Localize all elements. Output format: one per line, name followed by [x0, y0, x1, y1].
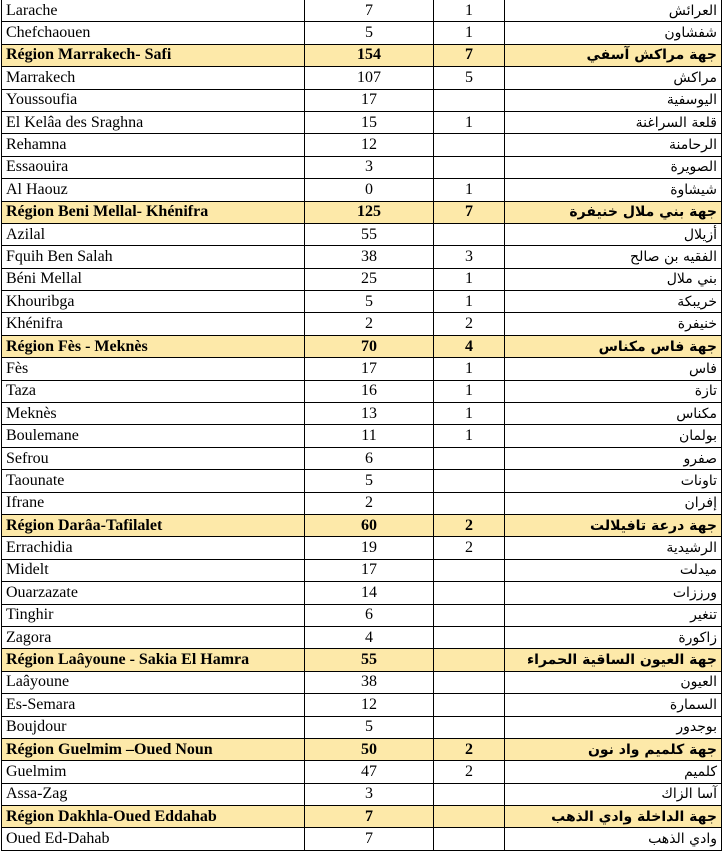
arabic-name-cell: جهة مراكش آسفي — [505, 44, 722, 66]
table-body — [2, 0, 722, 850]
name-cell: Azilal — [2, 223, 305, 245]
name-cell: Ouarzazate — [2, 582, 305, 604]
total-cell: 16 — [305, 380, 434, 402]
name-cell: Chefchaouen — [2, 22, 305, 44]
name-cell: Tinghir — [2, 604, 305, 626]
table-row — [2, 313, 722, 335]
count-cell: 2 — [434, 514, 505, 536]
arabic-name-cell: ميدلت — [505, 559, 722, 581]
table-row — [2, 716, 722, 738]
arabic-name-cell: جهة كلميم واد نون — [505, 738, 722, 760]
arabic-name-cell: أزيلال — [505, 223, 722, 245]
name-cell: Fquih Ben Salah — [2, 246, 305, 268]
total-cell: 125 — [305, 201, 434, 223]
arabic-name-cell: فاس — [505, 358, 722, 380]
arabic-name-cell: جهة فاس مكناس — [505, 335, 722, 357]
count-cell: 2 — [434, 537, 505, 559]
total-cell: 6 — [305, 604, 434, 626]
name-cell: Meknès — [2, 403, 305, 425]
arabic-name-cell: آسا الزاك — [505, 783, 722, 805]
table-row — [2, 0, 722, 22]
count-cell — [434, 604, 505, 626]
arabic-name-cell: الرحامنة — [505, 134, 722, 156]
count-cell — [434, 671, 505, 693]
total-cell: 2 — [305, 492, 434, 514]
total-cell: 5 — [305, 291, 434, 313]
total-cell: 17 — [305, 358, 434, 380]
count-cell — [434, 223, 505, 245]
table-row — [2, 89, 722, 111]
count-cell — [434, 649, 505, 671]
region-row — [2, 44, 722, 66]
table-row — [2, 22, 722, 44]
name-cell: Région Fès - Meknès — [2, 335, 305, 357]
total-cell: 19 — [305, 537, 434, 559]
name-cell: Région Guelmim –Oued Noun — [2, 738, 305, 760]
table-row — [2, 582, 722, 604]
table-row — [2, 828, 722, 850]
count-cell: 7 — [434, 44, 505, 66]
total-cell: 5 — [305, 470, 434, 492]
table-row — [2, 626, 722, 648]
table-row — [2, 380, 722, 402]
table-row — [2, 671, 722, 693]
count-cell: 1 — [434, 268, 505, 290]
total-cell: 13 — [305, 403, 434, 425]
count-cell — [434, 156, 505, 178]
name-cell: Boujdour — [2, 716, 305, 738]
arabic-name-cell: صفرو — [505, 447, 722, 469]
arabic-name-cell: خريبكة — [505, 291, 722, 313]
table-row — [2, 358, 722, 380]
total-cell: 70 — [305, 335, 434, 357]
count-cell: 4 — [434, 335, 505, 357]
arabic-name-cell: الصويرة — [505, 156, 722, 178]
total-cell: 50 — [305, 738, 434, 760]
total-cell: 12 — [305, 694, 434, 716]
total-cell: 14 — [305, 582, 434, 604]
total-cell: 7 — [305, 828, 434, 850]
name-cell: Assa-Zag — [2, 783, 305, 805]
arabic-name-cell: بوجدور — [505, 716, 722, 738]
name-cell: Boulemane — [2, 425, 305, 447]
arabic-name-cell: كلميم — [505, 761, 722, 783]
name-cell: Taounate — [2, 470, 305, 492]
arabic-name-cell: جهة بني ملال خنيفرة — [505, 201, 722, 223]
arabic-name-cell: جهة العيون الساقية الحمراء — [505, 649, 722, 671]
count-cell: 5 — [434, 67, 505, 89]
table-row — [2, 179, 722, 201]
count-cell: 1 — [434, 358, 505, 380]
name-cell: Région Dakhla-Oued Eddahab — [2, 806, 305, 828]
total-cell: 5 — [305, 716, 434, 738]
count-cell: 2 — [434, 313, 505, 335]
region-row — [2, 335, 722, 357]
regional-data-table — [1, 0, 722, 851]
total-cell: 2 — [305, 313, 434, 335]
count-cell — [434, 626, 505, 648]
name-cell: Taza — [2, 380, 305, 402]
total-cell: 17 — [305, 559, 434, 581]
table-row — [2, 425, 722, 447]
name-cell: Région Beni Mellal- Khénifra — [2, 201, 305, 223]
count-cell — [434, 828, 505, 850]
count-cell: 1 — [434, 425, 505, 447]
name-cell: Ifrane — [2, 492, 305, 514]
total-cell: 7 — [305, 0, 434, 22]
table-row — [2, 537, 722, 559]
name-cell: Région Darâa-Tafilalet — [2, 514, 305, 536]
table-row — [2, 783, 722, 805]
table-row — [2, 559, 722, 581]
total-cell: 3 — [305, 783, 434, 805]
total-cell: 154 — [305, 44, 434, 66]
table-row — [2, 447, 722, 469]
region-row — [2, 738, 722, 760]
count-cell — [434, 806, 505, 828]
arabic-name-cell: مراكش — [505, 67, 722, 89]
name-cell: Essaouira — [2, 156, 305, 178]
total-cell: 17 — [305, 89, 434, 111]
arabic-name-cell: العيون — [505, 671, 722, 693]
name-cell: Région Laâyoune - Sakia El Hamra — [2, 649, 305, 671]
count-cell — [434, 559, 505, 581]
count-cell: 1 — [434, 380, 505, 402]
total-cell: 0 — [305, 179, 434, 201]
name-cell: Khouribga — [2, 291, 305, 313]
arabic-name-cell: مكناس — [505, 403, 722, 425]
arabic-name-cell: وادي الذهب — [505, 828, 722, 850]
name-cell: Guelmim — [2, 761, 305, 783]
region-row — [2, 649, 722, 671]
total-cell: 5 — [305, 22, 434, 44]
total-cell: 55 — [305, 223, 434, 245]
table-row — [2, 604, 722, 626]
total-cell: 47 — [305, 761, 434, 783]
arabic-name-cell: جهة الداخلة وادي الذهب — [505, 806, 722, 828]
count-cell — [434, 492, 505, 514]
name-cell: Laâyoune — [2, 671, 305, 693]
name-cell: Fès — [2, 358, 305, 380]
name-cell: Béni Mellal — [2, 268, 305, 290]
name-cell: Larache — [2, 0, 305, 22]
name-cell: Marrakech — [2, 67, 305, 89]
name-cell: Midelt — [2, 559, 305, 581]
arabic-name-cell: شيشاوة — [505, 179, 722, 201]
total-cell: 12 — [305, 134, 434, 156]
total-cell: 38 — [305, 671, 434, 693]
table-row — [2, 223, 722, 245]
arabic-name-cell: شفشاون — [505, 22, 722, 44]
name-cell: Es-Semara — [2, 694, 305, 716]
total-cell: 7 — [305, 806, 434, 828]
region-row — [2, 806, 722, 828]
table-row — [2, 291, 722, 313]
table-row — [2, 492, 722, 514]
arabic-name-cell: خنيفرة — [505, 313, 722, 335]
table-row — [2, 268, 722, 290]
arabic-name-cell: السمارة — [505, 694, 722, 716]
arabic-name-cell: تنغير — [505, 604, 722, 626]
count-cell — [434, 134, 505, 156]
total-cell: 38 — [305, 246, 434, 268]
table-row — [2, 111, 722, 133]
table-row — [2, 694, 722, 716]
count-cell: 1 — [434, 403, 505, 425]
name-cell: Zagora — [2, 626, 305, 648]
table-row — [2, 156, 722, 178]
name-cell: Rehamna — [2, 134, 305, 156]
count-cell: 2 — [434, 738, 505, 760]
arabic-name-cell: زاكورة — [505, 626, 722, 648]
count-cell — [434, 783, 505, 805]
arabic-name-cell: تازة — [505, 380, 722, 402]
total-cell: 15 — [305, 111, 434, 133]
arabic-name-cell: جهة درعة تافيلالت — [505, 514, 722, 536]
count-cell: 1 — [434, 291, 505, 313]
count-cell — [434, 89, 505, 111]
arabic-name-cell: بني ملال — [505, 268, 722, 290]
arabic-name-cell: الرشيدية — [505, 537, 722, 559]
total-cell: 25 — [305, 268, 434, 290]
count-cell — [434, 470, 505, 492]
name-cell: El Kelâa des Sraghna — [2, 111, 305, 133]
arabic-name-cell: قلعة السراغنة — [505, 111, 722, 133]
arabic-name-cell: اليوسفية — [505, 89, 722, 111]
total-cell: 4 — [305, 626, 434, 648]
total-cell: 6 — [305, 447, 434, 469]
table-row — [2, 67, 722, 89]
count-cell — [434, 447, 505, 469]
arabic-name-cell: ورززات — [505, 582, 722, 604]
total-cell: 11 — [305, 425, 434, 447]
count-cell: 2 — [434, 761, 505, 783]
table-row — [2, 761, 722, 783]
arabic-name-cell: تاونات — [505, 470, 722, 492]
count-cell: 1 — [434, 179, 505, 201]
count-cell: 1 — [434, 22, 505, 44]
count-cell — [434, 582, 505, 604]
count-cell: 3 — [434, 246, 505, 268]
arabic-name-cell: العرائش — [505, 0, 722, 22]
count-cell — [434, 716, 505, 738]
name-cell: Sefrou — [2, 447, 305, 469]
region-row — [2, 201, 722, 223]
table-row — [2, 134, 722, 156]
total-cell: 55 — [305, 649, 434, 671]
count-cell — [434, 694, 505, 716]
total-cell: 107 — [305, 67, 434, 89]
arabic-name-cell: إفران — [505, 492, 722, 514]
arabic-name-cell: الفقيه بن صالح — [505, 246, 722, 268]
arabic-name-cell: بولمان — [505, 425, 722, 447]
table-row — [2, 403, 722, 425]
count-cell: 1 — [434, 0, 505, 22]
name-cell: Al Haouz — [2, 179, 305, 201]
count-cell: 1 — [434, 111, 505, 133]
count-cell: 7 — [434, 201, 505, 223]
region-row — [2, 514, 722, 536]
total-cell: 60 — [305, 514, 434, 536]
name-cell: Oued Ed-Dahab — [2, 828, 305, 850]
name-cell: Youssoufia — [2, 89, 305, 111]
table-row — [2, 470, 722, 492]
name-cell: Région Marrakech- Safi — [2, 44, 305, 66]
total-cell: 3 — [305, 156, 434, 178]
table-row — [2, 246, 722, 268]
name-cell: Errachidia — [2, 537, 305, 559]
name-cell: Khénifra — [2, 313, 305, 335]
